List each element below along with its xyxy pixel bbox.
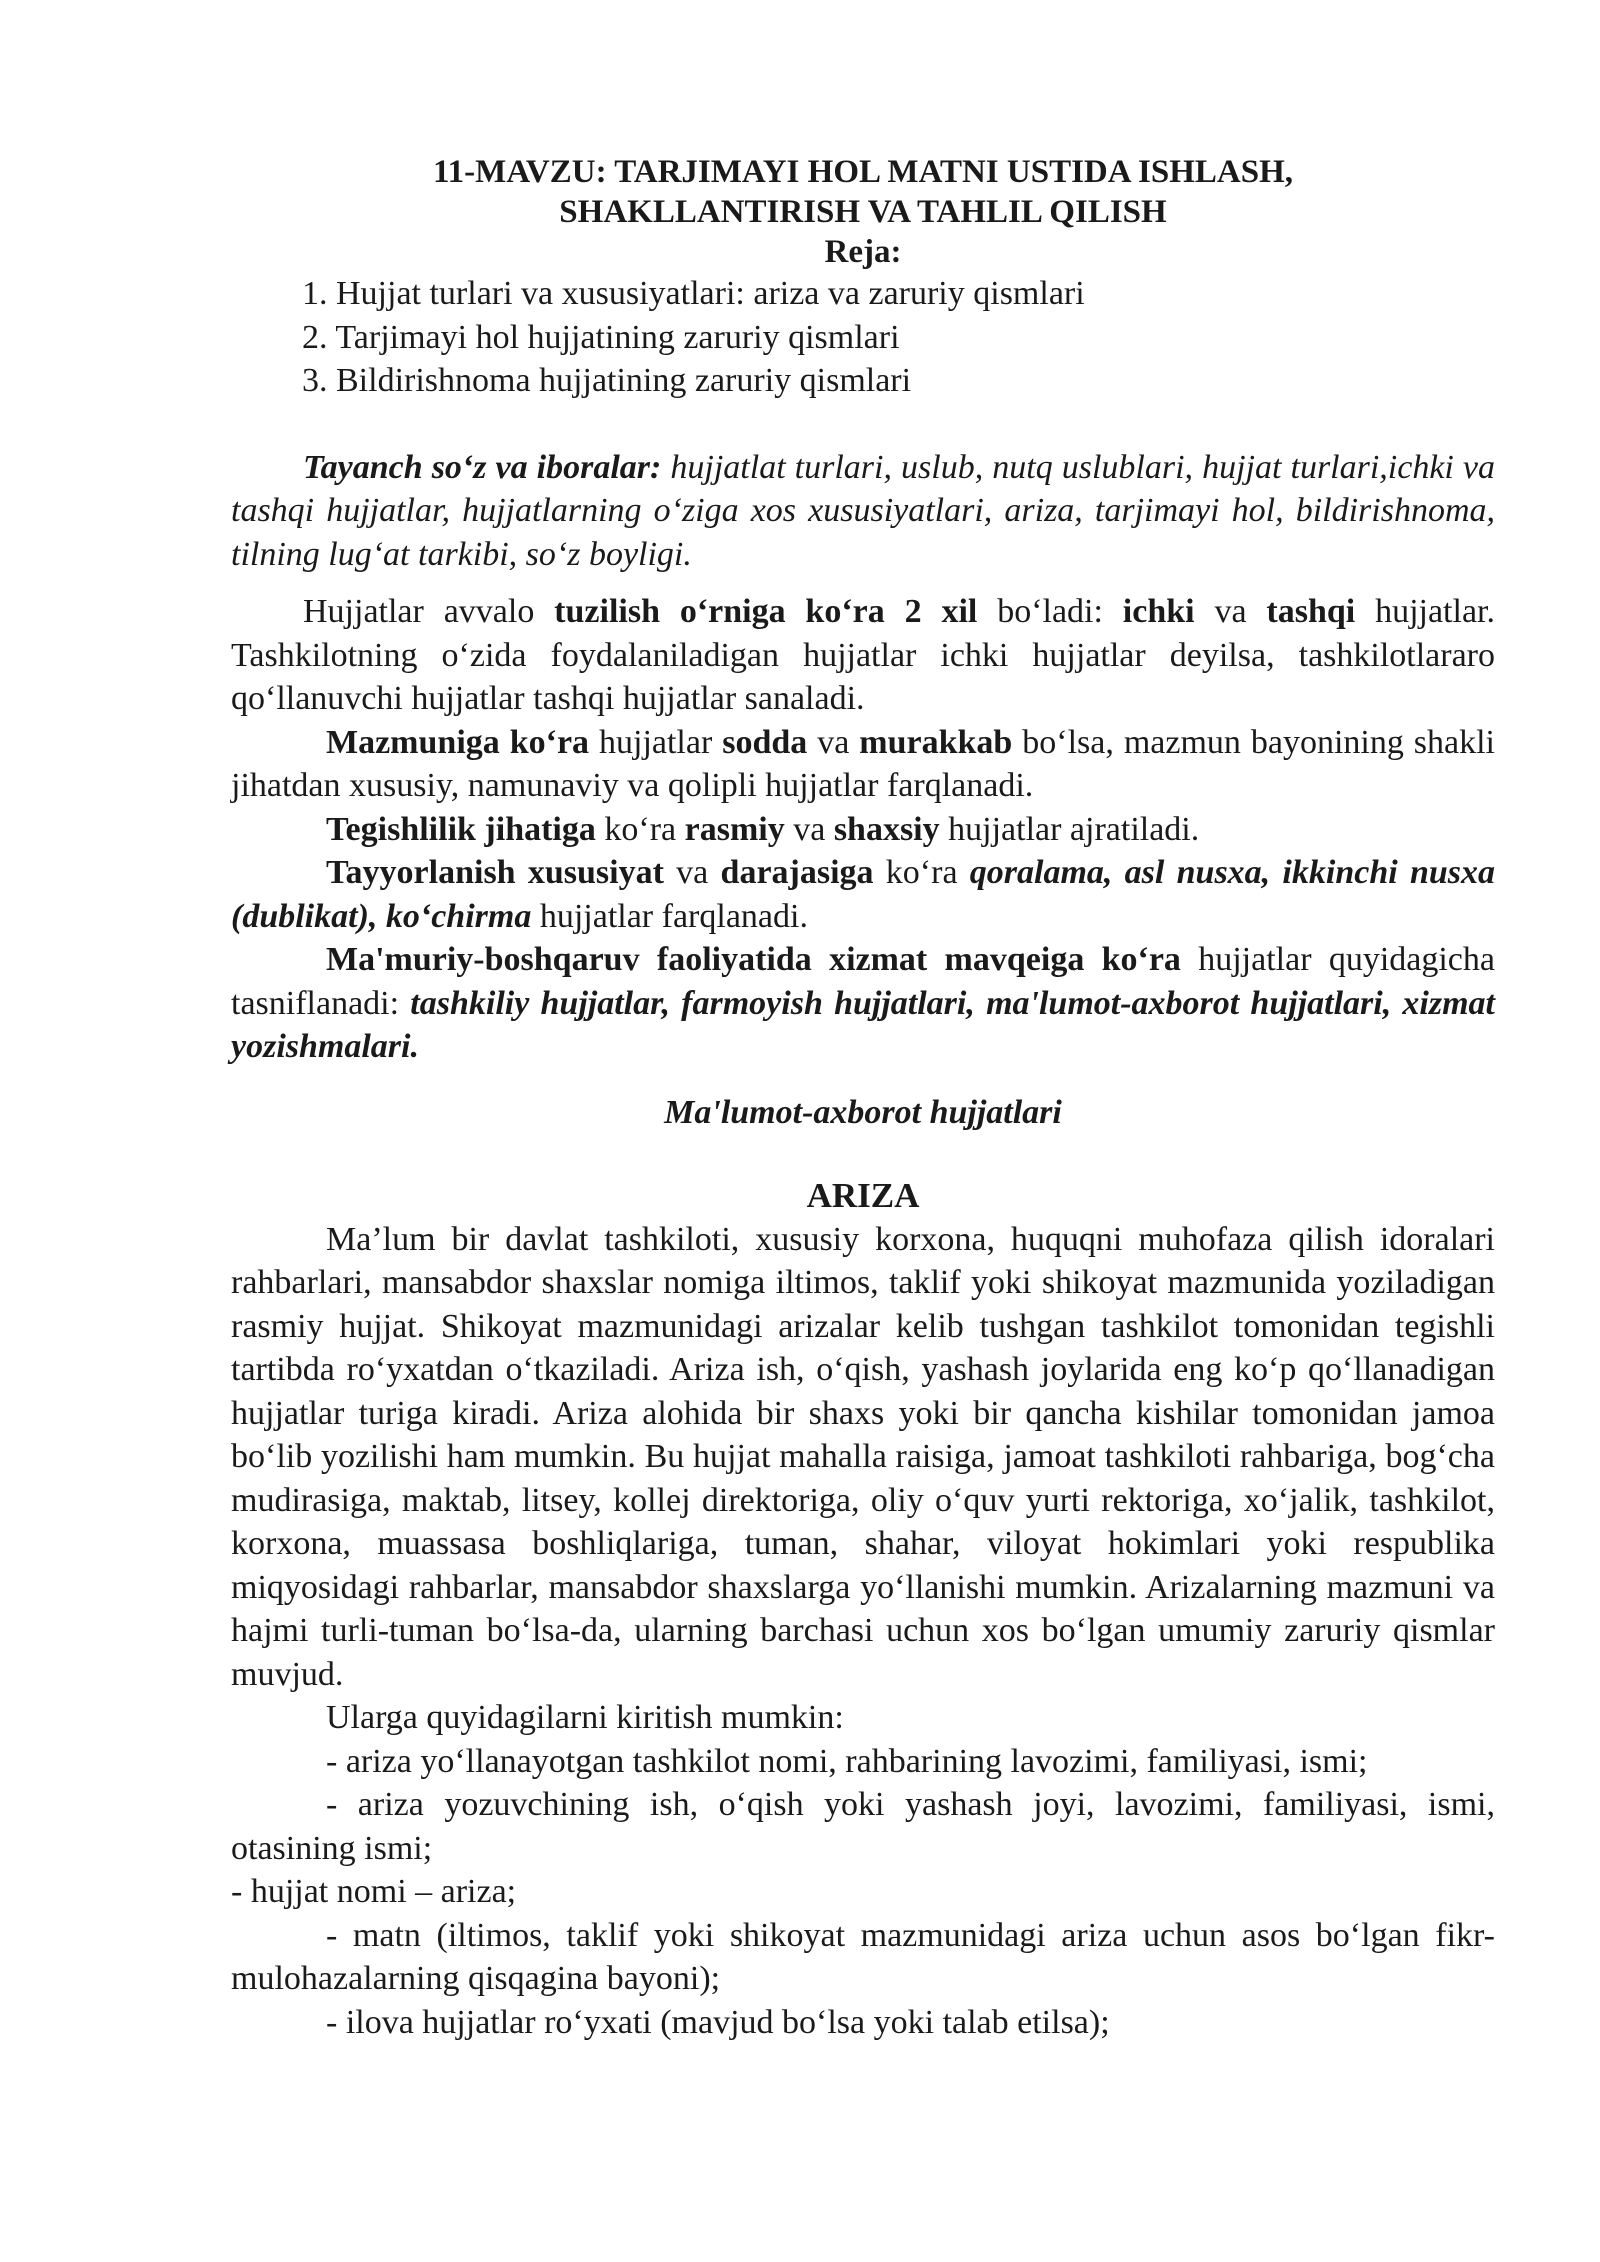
paragraph-administrative xyxy=(231,938,1495,1069)
text-run: va xyxy=(784,810,834,848)
text-run: va xyxy=(1194,593,1267,630)
bold-run: rasmiy xyxy=(684,810,785,848)
text-run: bo‘ladi: xyxy=(977,593,1123,630)
plan-heading: Reja: xyxy=(824,234,902,270)
document-title xyxy=(231,152,1495,272)
paragraph-preparation xyxy=(231,851,1495,938)
bold-run: Tegishlilik jihatiga xyxy=(326,810,596,848)
text-run: ko‘ra xyxy=(873,854,970,891)
paragraph-content xyxy=(231,721,1495,808)
text-run: Hujjatlar avvalo xyxy=(303,593,555,630)
ariza-list-item: - hujjat nomi – ariza; xyxy=(231,1873,517,1910)
bold-run: ichki xyxy=(1122,593,1195,630)
text-run: hujjatlar xyxy=(589,723,723,761)
text-run: va xyxy=(663,854,721,891)
title-line-2: SHAKLLANTIRISH VA TAHLIL QILISH xyxy=(559,194,1167,230)
section-subheading: Ma'lumot-axborot hujjatlari xyxy=(664,1093,1062,1131)
keywords-paragraph xyxy=(231,446,1495,577)
text-run: ko‘ra xyxy=(595,810,685,848)
text-run: va xyxy=(807,723,860,761)
ariza-list-item: - ilova hujjatlar ro‘yxati (mavjud bo‘lsa yoki talab etilsa); xyxy=(326,2003,1110,2041)
ariza-intro: Ularga quyidagilarni kiritish mumkin: xyxy=(326,1699,844,1736)
plan-item: 2. Tarjimayi hol hujjatining zaruriy qismlari xyxy=(302,318,900,356)
text-run: hujjatlar farqlanadi. xyxy=(531,897,808,935)
bold-run: sodda xyxy=(722,723,808,761)
bold-run: Mazmuniga ko‘ra xyxy=(326,723,590,761)
bold-run: Tayyorlanish xususiyat xyxy=(326,854,664,891)
plan-item: 3. Bildirishnoma hujjatining zaruriy qismlari xyxy=(302,362,912,399)
bold-run: tashqi xyxy=(1266,593,1356,630)
text-run: hujjatlar quyidagicha tasniflanadi: xyxy=(231,941,1495,1022)
plan-item: 1. Hujjat turlari va xususiyatlari: ariza va zaruriy qismlari xyxy=(302,275,1085,312)
ariza-heading: ARIZA xyxy=(806,1176,920,1215)
keywords-text: hujjatlat turlari, uslub, nutq uslublari, hujjat turlari,ichki va tashqi hujjatlar, hujjatlarning o‘ziga xos xususiyatlari, ariza, tarjimayi hol, bildirishnoma, tilning lug‘at tarkibi, so‘z boyligi. xyxy=(231,448,1496,573)
text-run: hujjatlar ajratiladi. xyxy=(939,810,1200,848)
bold-run: shaxsiy xyxy=(833,810,940,848)
keywords-label: Tayanch so‘z va iboralar: xyxy=(303,448,662,486)
bold-run: Ma'muriy-boshqaruv faoliyatida xizmat mavqeiga ko‘ra xyxy=(326,941,1181,978)
paragraph-affiliation xyxy=(231,808,1495,852)
bold-italic-run: qoralama, asl nusxa, ikkinchi nusxa (dublikat), ko‘chirma xyxy=(231,854,1495,935)
text-run: bo‘lsa, mazmun bayonining shakli jihatdan xususiy, namunaviy va qolipli hujjatlar farqlanadi. xyxy=(231,723,1495,804)
title-line-1: 11-MAVZU: TARJIMAYI HOL MATNI USTIDA ISHLASH, xyxy=(433,154,1293,190)
ariza-list-item: - ariza yozuvchining ish, o‘qish yoki yashash joyi, lavozimi, familiyasi, ismi, otasining ismi; xyxy=(231,1786,1495,1867)
plan-list xyxy=(231,272,1495,403)
bold-italic-run: tashkiliy hujjatlar, farmoyish hujjatlari, ma'lumot-axborot hujjatlari, xizmat yozishmalari. xyxy=(231,984,1495,1065)
text-run: hujjatlar. Tashkilotning o‘zida foydalaniladigan hujjatlar ichki hujjatlar deyilsa, tashkilotlararo qo‘llanuvchi hujjatlar tashqi hujjatlar sanaladi. xyxy=(231,593,1495,717)
paragraph-structure xyxy=(231,590,1495,721)
ariza-list-item: - matn (iltimos, taklif yoki shikoyat mazmunidagi ariza uchun asos bo‘lgan fikr-mulohazalarning qisqagina bayoni); xyxy=(231,1916,1495,1997)
bold-run: tuzilish o‘rniga ko‘ra 2 xil xyxy=(554,593,978,630)
document-page xyxy=(231,152,1495,2044)
bold-run: darajasiga xyxy=(720,854,874,891)
ariza-list-item: - ariza yo‘llanayotgan tashkilot nomi, rahbarining lavozimi, familiyasi, ismi; xyxy=(326,1742,1368,1780)
bold-run: murakkab xyxy=(859,723,1013,761)
ariza-body: Ma’lum bir davlat tashkiloti, xususiy korxona, huquqni muhofaza qilish idoralari rahbarlari, mansabdor shaxslar nomiga iltimos, taklif yoki shikoyat mazmunida yoziladigan rasmiy hujjat. Shikoyat mazmunidagi arizalar kelib tushgan tashkilot tomonidan tegishli tartibda ro‘yxatdan o‘tkaziladi. Ariza ish, o‘qish, yashash joylarida eng ko‘p qo‘llanadigan hujjatlar turiga kiradi. Ariza alohida bir shaxs yoki bir qancha kishilar tomonidan jamoa bo‘lib yozilishi ham mumkin. Bu hujjat mahalla raisiga, jamoat tashkiloti rahbariga, bog‘cha mudirasiga, maktab, litsey, kollej direktoriga, oliy o‘quv yurti rektoriga, xo‘jalik, tashkilot, korxona, muassasa boshliqlariga, tuman, shahar, viloyat hokimlari yoki respublika miqyosidagi rahbarlar, mansabdor shaxslarga yo‘llanishi mumkin. Arizalarning mazmuni va hajmi turli-tuman bo‘lsa-da, ularning barchasi uchun xos bo‘lgan umumiy zaruriy qismlar muvjud. xyxy=(231,1220,1495,1693)
